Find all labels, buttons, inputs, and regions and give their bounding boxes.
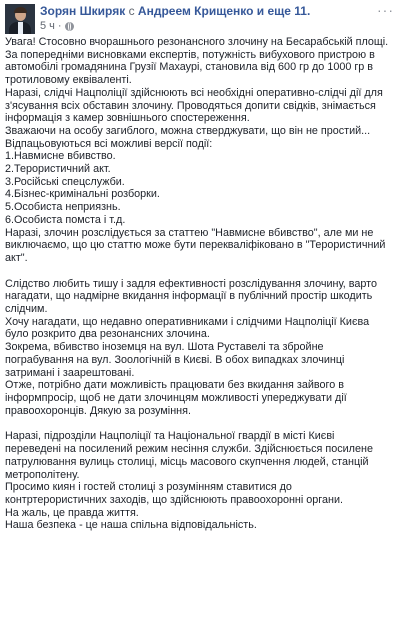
tagged-people[interactable]: Андреем Крищенко и еще 11. bbox=[137, 4, 311, 18]
post-line: За попередніми висновками експертів, потужність вибухового пристрою в автомобілі громадянина Грузії Махаурі, становила від 600 гр до 1000 гр в тротиловому еквіваленті. bbox=[5, 48, 375, 87]
paragraph-gap bbox=[5, 417, 393, 430]
paragraph-gap bbox=[5, 265, 393, 278]
post-line: Наразі, злочин розслідується за статтею "Навмисне вбивство", але ми не виключаємо, що цю статтю може бути перекваліфіковано в "Терористичний акт". bbox=[5, 226, 386, 264]
post-body bbox=[5, 36, 393, 532]
post-line: Зважаючи на особу загиблого, можна стверджувати, що він не простий... bbox=[5, 124, 371, 137]
post-line: 5.Особиста неприязнь. bbox=[5, 201, 121, 214]
post-meta: 5 ч · bbox=[40, 20, 74, 32]
post-header bbox=[0, 0, 400, 36]
author-avatar[interactable] bbox=[5, 4, 35, 34]
post-line: Просимо киян і гостей столиці з розумінням ставитися до контртерористичних заходів, що здійснюють правоохоронні органи. bbox=[5, 481, 344, 506]
post-line: Увага! Стосовно вчорашнього резонансного злочину на Бесарабській площі. bbox=[5, 36, 389, 48]
post-line: 2.Терористичний акт. bbox=[5, 163, 111, 176]
post-line: 1.Навмисне вбивство. bbox=[5, 150, 116, 163]
post-line: 3.Російські спецслужби. bbox=[5, 175, 125, 188]
author-name[interactable]: Зорян Шкиряк bbox=[40, 4, 126, 18]
author-line bbox=[40, 4, 310, 18]
post-line: Слідство любить тишу і задля ефективності розслідування злочину, варто нагадати, що надмірне вкидання інформації в публічний простір шкодить слідчим. bbox=[5, 277, 378, 316]
post-line: На жаль, це правда життя. bbox=[5, 506, 139, 519]
post-line: Зокрема, вбивство іноземця на вул. Шота Руставелі та збройне пограбування на вул. Зоологічній в Києві. В обох випадках злочинці затримані і заарештовані. bbox=[5, 341, 345, 379]
post-line: Наразі, підрозділи Нацполіції та Національної гвардії в місті Києві переведені на посилений режим несіння служби. Здійснюється посилене патрулювання вулиць столиці, місць масового скупчення людей, станцій метрополітену. bbox=[5, 430, 373, 481]
globe-icon bbox=[65, 22, 74, 31]
post-line: Хочу нагадати, що недавно оперативниками і слідчими Нацполіції Києва було розкрито два резонансних злочина. bbox=[5, 315, 370, 341]
with-label: с bbox=[128, 4, 135, 18]
post-options-button[interactable]: ··· bbox=[377, 2, 394, 18]
post-line: 6.Особиста помста і т.д. bbox=[5, 213, 126, 226]
post-line: Відпацьовуються всі можливі версії події: bbox=[5, 137, 213, 150]
post-line: 4.Бізнес-кримінальні розборки. bbox=[5, 188, 160, 201]
post-line: Наразі, слідчі Нацполіції здійснюють всі необхідні оперативно-слідчі дії для з'ясування всіх обставин злочину. Проводяться допити свідків, знімається інформація з камер зовнішнього спостереження. bbox=[5, 86, 383, 125]
post-line: Отже, потрібно дати можливість працювати без вкидання зайвого в інформпросір, щоб не дати злочинцям можливості упереджувати дії правоохоронців. Дякую за розуміння. bbox=[5, 379, 347, 417]
post-time[interactable]: 5 ч bbox=[40, 20, 55, 32]
post-line: Наша безпека - це наша спільна відповідальність. bbox=[5, 519, 257, 532]
